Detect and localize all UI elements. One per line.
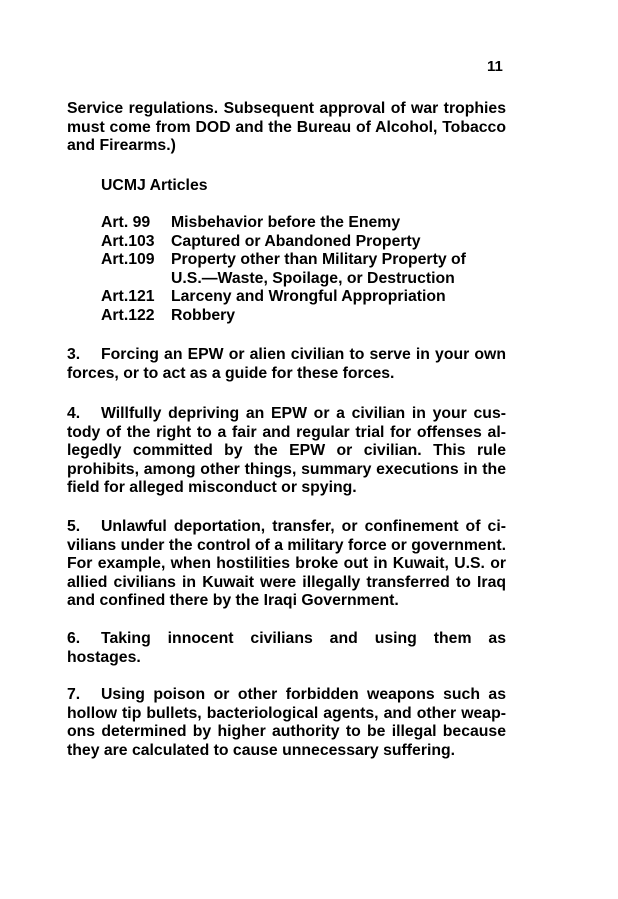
item-text: Forcing an EPW or alien civilian to serve in your own: [101, 346, 506, 363]
intro-paragraph: [67, 100, 506, 156]
article-number: Art.103: [101, 232, 155, 250]
text-line: For example, when hostilities broke out in Kuwait, U.S. or: [67, 555, 506, 573]
text-line: [67, 346, 506, 365]
item-text: Using poison or other forbidden weapons such as: [101, 686, 506, 703]
text-line: legedly committed by the EPW or civilian. This rule: [67, 442, 506, 460]
text-line: allied civilians in Kuwait were illegally transferred to Iraq: [67, 573, 506, 591]
text-line: must come from DOD and the Bureau of Alcohol, Tobacco: [67, 118, 506, 136]
text-line: they are calculated to cause unnecessary suffering.: [67, 741, 456, 759]
ucmj-heading: UCMJ Articles: [101, 177, 208, 194]
text-line: and confined there by the Iraqi Government.: [67, 592, 399, 610]
item-6-paragraph: [67, 630, 506, 667]
article-title: Robbery: [171, 306, 236, 324]
article-row: [101, 233, 506, 252]
article-row: [101, 270, 506, 289]
text-line: Service regulations. Subsequent approval of war trophies: [67, 100, 506, 117]
text-line: [67, 686, 506, 705]
item-number: 4.: [67, 405, 81, 422]
item-text: Taking innocent civilians and using them as: [101, 630, 506, 647]
item-5-paragraph: [67, 518, 506, 611]
item-text: Unlawful deportation, transfer, or confinement of ci-: [101, 518, 506, 535]
article-number: Art.122: [101, 306, 155, 324]
text-line: [67, 630, 506, 649]
article-row: [101, 251, 506, 270]
item-3-paragraph: [67, 346, 506, 383]
text-line: [67, 518, 506, 537]
article-row: [101, 288, 506, 307]
item-number: 7.: [67, 686, 81, 703]
item-number: 5.: [67, 518, 81, 535]
article-title: Misbehavior before the Enemy: [171, 214, 401, 231]
item-4-paragraph: [67, 405, 506, 498]
text-line: [67, 405, 506, 424]
article-number: Art. 99: [101, 214, 151, 231]
item-number: 3.: [67, 346, 81, 363]
page-number: 11: [487, 58, 503, 75]
text-line: hollow tip bullets, bacteriological agents, and other weap-: [67, 704, 506, 722]
article-number: Art.109: [101, 251, 155, 269]
text-line: vilians under the control of a military force or government.: [67, 536, 506, 554]
text-line: prohibits, among other things, summary executions in the: [67, 460, 506, 478]
text-line: field for alleged misconduct or spying.: [67, 479, 357, 497]
article-title: Captured or Abandoned Property: [171, 232, 421, 250]
article-row: [101, 214, 506, 233]
article-title: U.S.—Waste, Spoilage, or Destruction: [171, 269, 455, 287]
text-line: tody of the right to a fair and regular trial for offenses al-: [67, 423, 506, 441]
item-number: 6.: [67, 630, 81, 647]
article-title: Property other than Military Property of: [171, 251, 466, 269]
article-number: Art.121: [101, 288, 155, 306]
text-line: hostages.: [67, 648, 141, 666]
article-title: Larceny and Wrongful Appropriation: [171, 288, 446, 306]
item-7-paragraph: [67, 686, 506, 760]
article-row: [101, 307, 506, 326]
ucmj-article-list: [101, 214, 506, 326]
item-text: Willfully depriving an EPW or a civilian in your cus-: [101, 405, 506, 422]
text-line: forces, or to act as a guide for these forces.: [67, 364, 395, 382]
text-line: and Firearms.): [67, 137, 176, 155]
text-line: ons determined by higher authority to be illegal because: [67, 723, 506, 741]
